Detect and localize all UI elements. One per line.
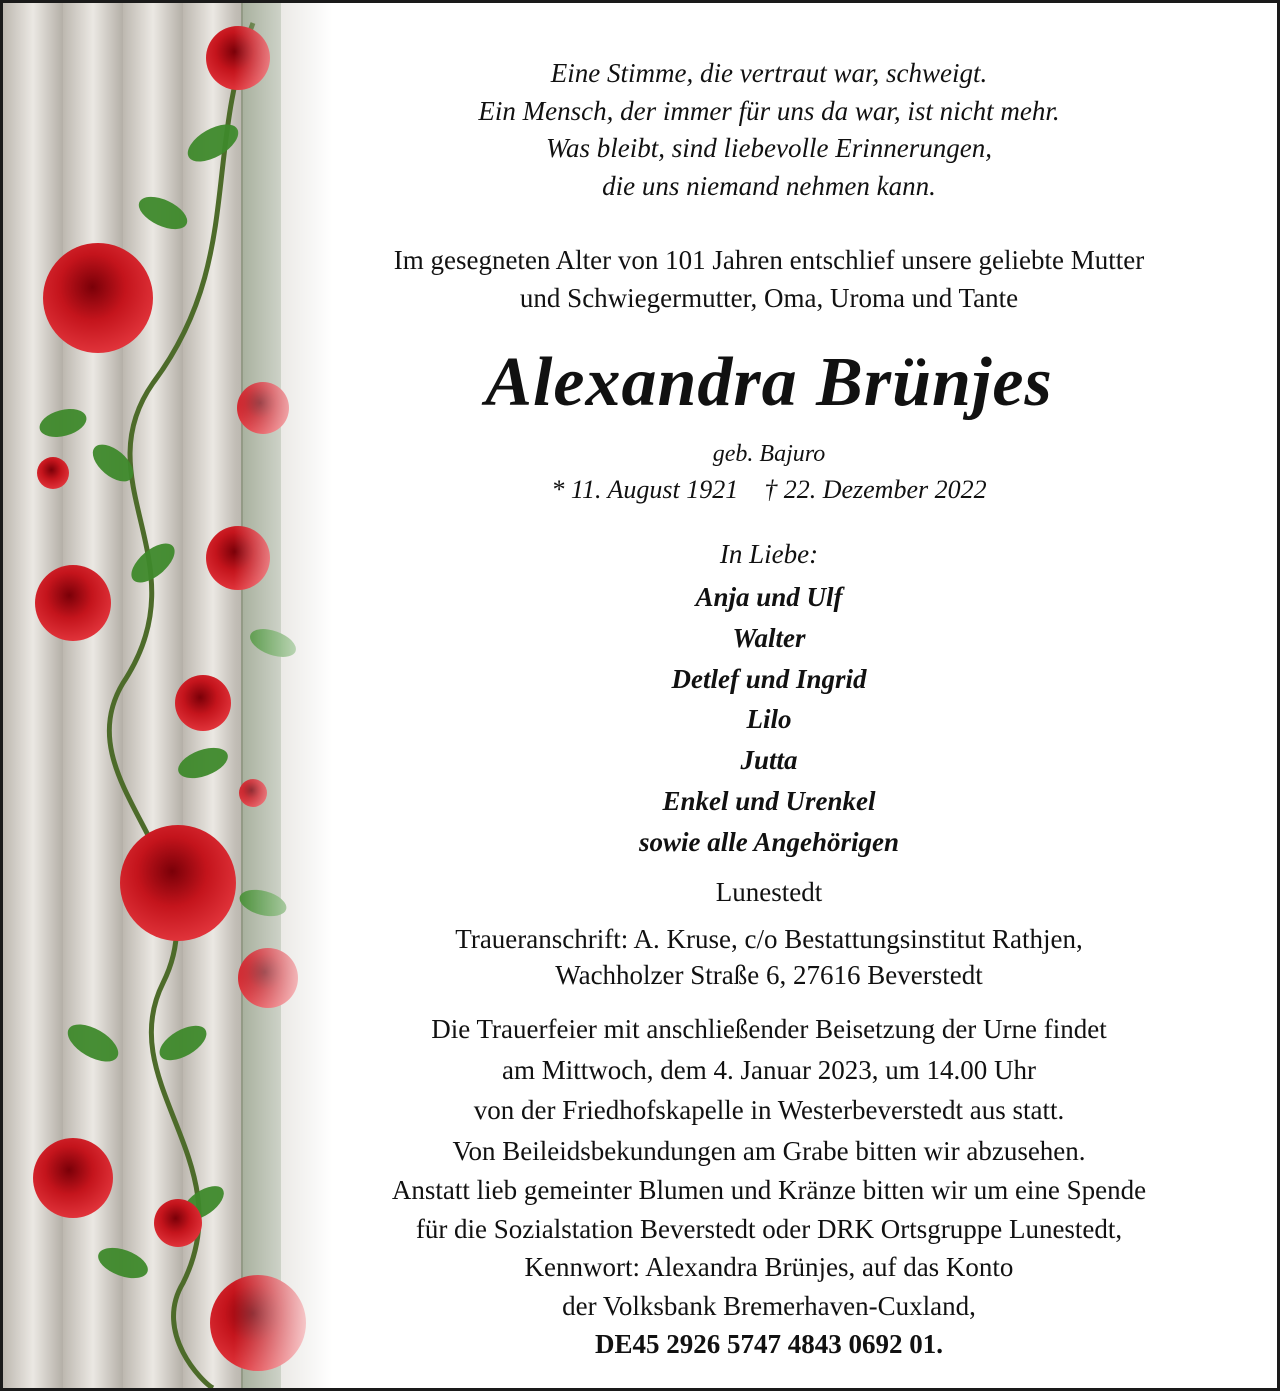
place-name: Lunestedt	[715, 877, 823, 907]
donation-line: der Volksbank Bremerhaven-Cuxland,	[562, 1290, 976, 1321]
deceased-name: Alexandra Brünjes	[485, 344, 1053, 421]
ceremony-line: Von Beileidsbekundungen am Grabe bitten wir abzusehen.	[452, 1135, 1086, 1166]
bank-iban: DE45 2926 5747 4843 0692 01.	[594, 1329, 943, 1359]
poem-line: Ein Mensch, der immer für uns da war, ist nicht mehr.	[478, 95, 1060, 126]
mourning-address	[303, 921, 1235, 993]
poem-line: die uns niemand nehmen kann.	[602, 170, 936, 201]
ceremony-info	[303, 1009, 1235, 1171]
mourner-name: sowie alle Angehörigen	[638, 826, 900, 857]
mourner-name: Lilo	[746, 704, 792, 735]
mourner-name: Jutta	[740, 745, 798, 776]
mourner-name: Detlef und Ingrid	[671, 663, 867, 694]
donation-line: Kennwort: Alexandra Brünjes, auf das Konto	[524, 1252, 1014, 1282]
poem-line: Eine Stimme, die vertraut war, schweigt.	[550, 58, 988, 88]
donation-line: für die Sozialstation Beverstedt oder DRK Ortsgruppe Lunestedt,	[415, 1213, 1123, 1244]
intro-line: und Schwiegermutter, Oma, Uroma und Tante	[519, 282, 1019, 313]
mourner-name: Walter	[732, 622, 806, 653]
mourners-heading: In Liebe:	[719, 539, 819, 569]
mourner-name: Enkel und Urenkel	[662, 785, 876, 816]
announcement-intro	[303, 242, 1235, 317]
poem	[303, 55, 1235, 205]
intro-line: Im gesegneten Alter von 101 Jahren entschlief unsere geliebte Mutter	[393, 245, 1145, 275]
life-dates: * 11. August 1921 † 22. Dezember 2022	[551, 475, 987, 504]
rose-column-decoration	[3, 3, 333, 1388]
ceremony-line: am Mittwoch, dem 4. Januar 2023, um 14.00 Uhr	[502, 1054, 1036, 1085]
birth-name: geb. Bajuro	[712, 441, 826, 467]
address-line: Wachholzer Straße 6, 27616 Beverstedt	[555, 960, 983, 990]
ceremony-line: Die Trauerfeier mit anschließender Beisetzung der Urne findet	[431, 1014, 1107, 1044]
donation-info	[303, 1171, 1235, 1364]
mourner-name: Anja und Ulf	[695, 582, 843, 612]
rose-column-image	[3, 3, 333, 1388]
address-line: Traueranschrift: A. Kruse, c/o Bestattungsinstitut Rathjen,	[455, 924, 1083, 954]
poem-line: Was bleibt, sind liebevolle Erinnerungen,	[546, 133, 992, 163]
ceremony-line: von der Friedhofskapelle in Westerbeverstedt aus statt.	[473, 1095, 1065, 1125]
mourners-list	[303, 577, 1235, 863]
donation-line: Anstatt lieb gemeinter Blumen und Kränze bitten wir um eine Spende	[391, 1175, 1147, 1205]
